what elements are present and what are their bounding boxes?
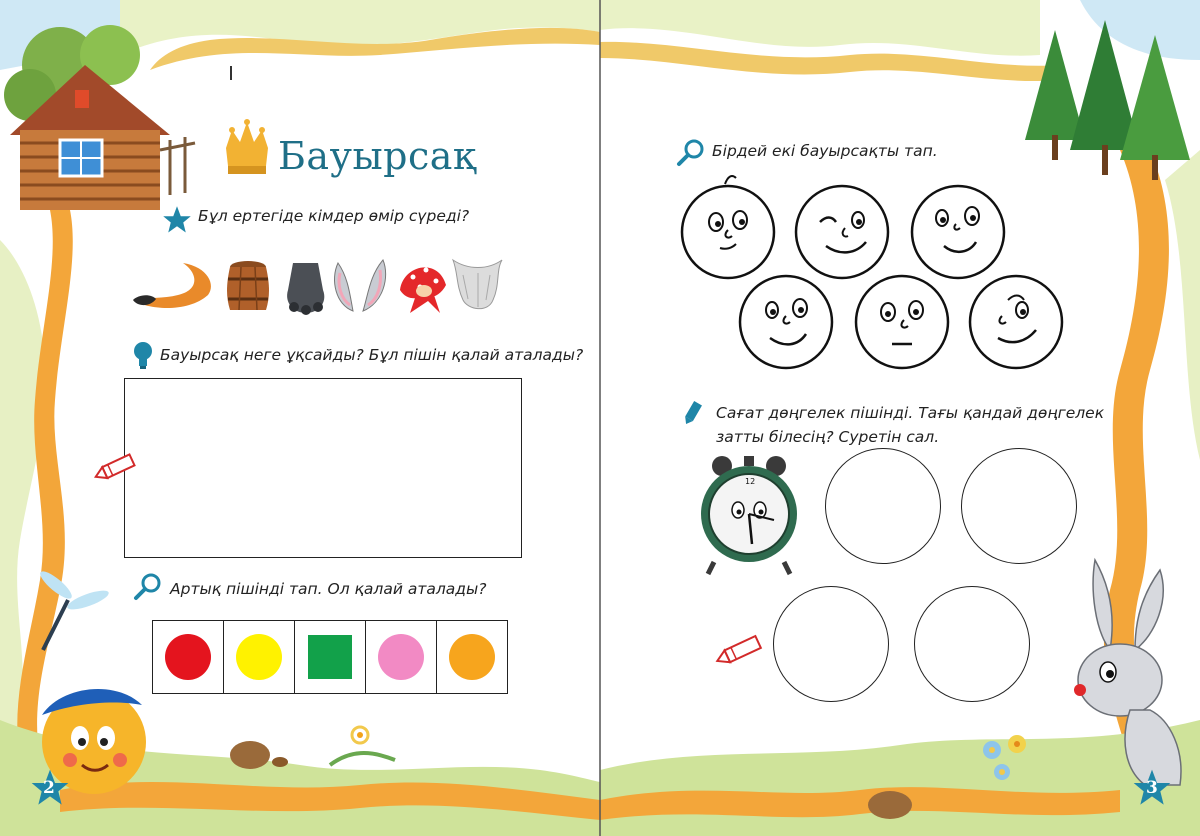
red-circle xyxy=(165,634,211,680)
drawing-circle-3[interactable] xyxy=(773,586,889,702)
drawing-circle-2[interactable] xyxy=(961,448,1077,564)
beard-item xyxy=(453,260,502,309)
task-find-same: Бірдей екі бауырсақты тап. xyxy=(712,142,938,160)
fox-tail-item xyxy=(133,263,211,308)
barrel-item xyxy=(227,261,269,310)
pink-circle xyxy=(378,634,424,680)
face-1 xyxy=(682,186,774,278)
face-4 xyxy=(740,276,832,368)
task-odd-shape: Артық пішінді тап. Ол қалай аталады? xyxy=(170,580,487,598)
stone-illustration xyxy=(860,785,940,825)
dragonfly-illustration xyxy=(28,560,118,660)
svg-text:12: 12 xyxy=(745,477,756,486)
drawing-answer-box[interactable] xyxy=(124,378,522,558)
faces-grid xyxy=(680,170,1080,380)
pine-trees-illustration xyxy=(1015,20,1200,190)
shape-cell[interactable] xyxy=(437,621,507,693)
page-number-right: 3 xyxy=(1146,778,1158,798)
drawing-circle-4[interactable] xyxy=(914,586,1030,702)
task-what-shape: Бауырсақ неге ұқсайды? Бұл пішін қалай аталады? xyxy=(160,346,584,364)
flowers-stones-illustration xyxy=(210,720,410,790)
flowers-illustration xyxy=(972,730,1062,790)
yellow-circle xyxy=(236,634,282,680)
magnifier-icon xyxy=(676,138,706,168)
crown-icon xyxy=(222,118,272,178)
pencil-icon xyxy=(680,398,706,428)
face-3 xyxy=(912,186,1004,278)
magnifier-icon xyxy=(133,572,163,602)
hare-illustration xyxy=(1050,550,1200,790)
shape-cell[interactable] xyxy=(153,621,224,693)
lightbulb-icon xyxy=(132,340,154,370)
task-round-objects-line2: затты білесің? Суретін сал. xyxy=(716,428,940,446)
character-items-row xyxy=(128,255,508,315)
log-house-illustration xyxy=(0,25,200,225)
hare-ears-item xyxy=(334,260,385,311)
shape-cell[interactable] xyxy=(224,621,295,693)
wolf-paw-item xyxy=(287,263,324,315)
pencil-icon xyxy=(92,450,142,486)
shape-cell[interactable] xyxy=(295,621,366,693)
headscarf-item xyxy=(400,267,446,313)
green-square xyxy=(308,635,352,679)
alarm-clock-illustration xyxy=(694,452,804,577)
face-6 xyxy=(970,276,1062,368)
drawing-circle-1[interactable] xyxy=(825,448,941,564)
page-mark xyxy=(230,66,232,80)
page-number-left: 2 xyxy=(43,778,55,798)
page-title: Бауырсақ xyxy=(278,134,477,178)
pencil-icon xyxy=(712,630,772,670)
task-who-lives: Бұл ертегіде кімдер өмір сүреді? xyxy=(198,207,470,225)
task-round-objects-line1: Сағат дөңгелек пішінді. Тағы қандай дөңгелек xyxy=(716,404,1105,422)
star-icon xyxy=(162,205,192,235)
shape-row xyxy=(152,620,508,694)
orange-circle xyxy=(449,634,495,680)
shape-cell[interactable] xyxy=(366,621,437,693)
